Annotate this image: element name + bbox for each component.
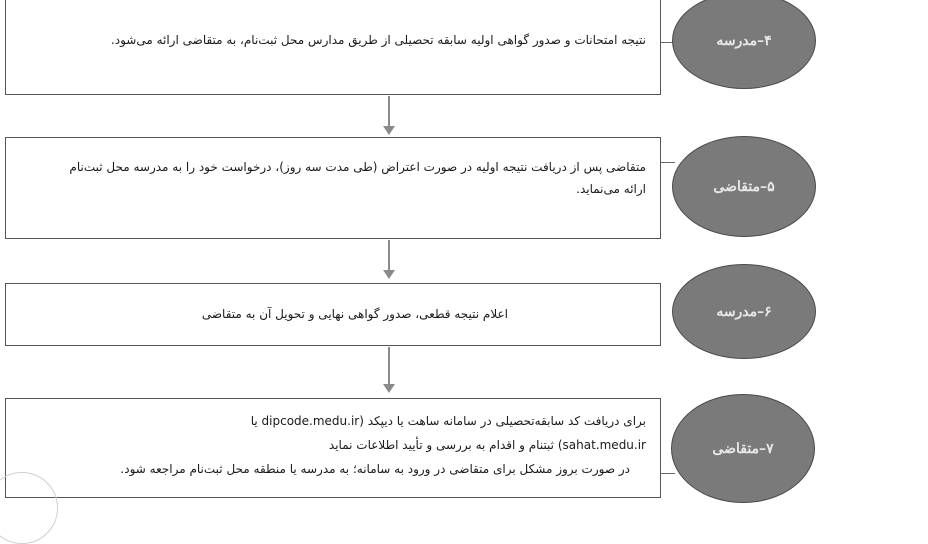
step-7-label: ۷–متقاضی (712, 440, 774, 457)
step-6-ellipse (672, 264, 816, 359)
step-5-connector-line (661, 162, 675, 163)
step-6-box (5, 283, 661, 346)
step-4-box (5, 0, 661, 95)
arrow-4-to-5-head (383, 126, 395, 135)
arrow-5-to-6-head (383, 270, 395, 279)
arrow-6-to-7-head (383, 384, 395, 393)
bleed-through-text (836, 30, 926, 41)
arrow-5-to-6-line (388, 240, 390, 271)
step-6-label: ۶–مدرسه (716, 303, 772, 320)
arrow-6-to-7-line (388, 347, 390, 385)
step-7-line-1: برای دریافت کد سابقه‌تحصیلی در سامانه ساهت یا دیپکد (dipcode.medu.ir یا sahat.medu.ir) ثبتنام و اقدام به بررسی و تأیید اطلاعات نماید (250, 414, 646, 452)
step-5-label: ۵–متقاضی (713, 178, 775, 195)
step-7-box (5, 398, 661, 498)
step-6-text: اعلام نتیجه قطعی، صدور گواهی نهایی و تحویل آن به متقاضی (201, 307, 508, 321)
step-7-line-2: در صورت بروز مشکل برای متقاضی در ورود به سامانه؛ به مدرسه یا منطقه محل ثبت‌نام مراجعه شود. (120, 462, 630, 476)
step-4-ellipse (672, 0, 816, 89)
step-5-text: متقاضی پس از دریافت نتیجه اولیه در صورت اعتراض (طی مدت سه روز)، درخواست خود را به مدرسه محل ثبت‌نام ارائه می‌نماید. (69, 160, 646, 196)
step-7-ellipse (671, 394, 815, 503)
step-5-ellipse (672, 136, 816, 237)
step-7-connector-line (661, 473, 675, 474)
step-4-text: نتیجه امتحانات و صدور گواهی اولیه سابقه تحصیلی از طریق مدارس محل ثبت‌نام، به متقاضی ارائه می‌شود. (110, 33, 646, 47)
step-4-label: ۴–مدرسه (716, 32, 772, 49)
arrow-4-to-5-line (388, 96, 390, 127)
step-5-box (5, 137, 661, 239)
